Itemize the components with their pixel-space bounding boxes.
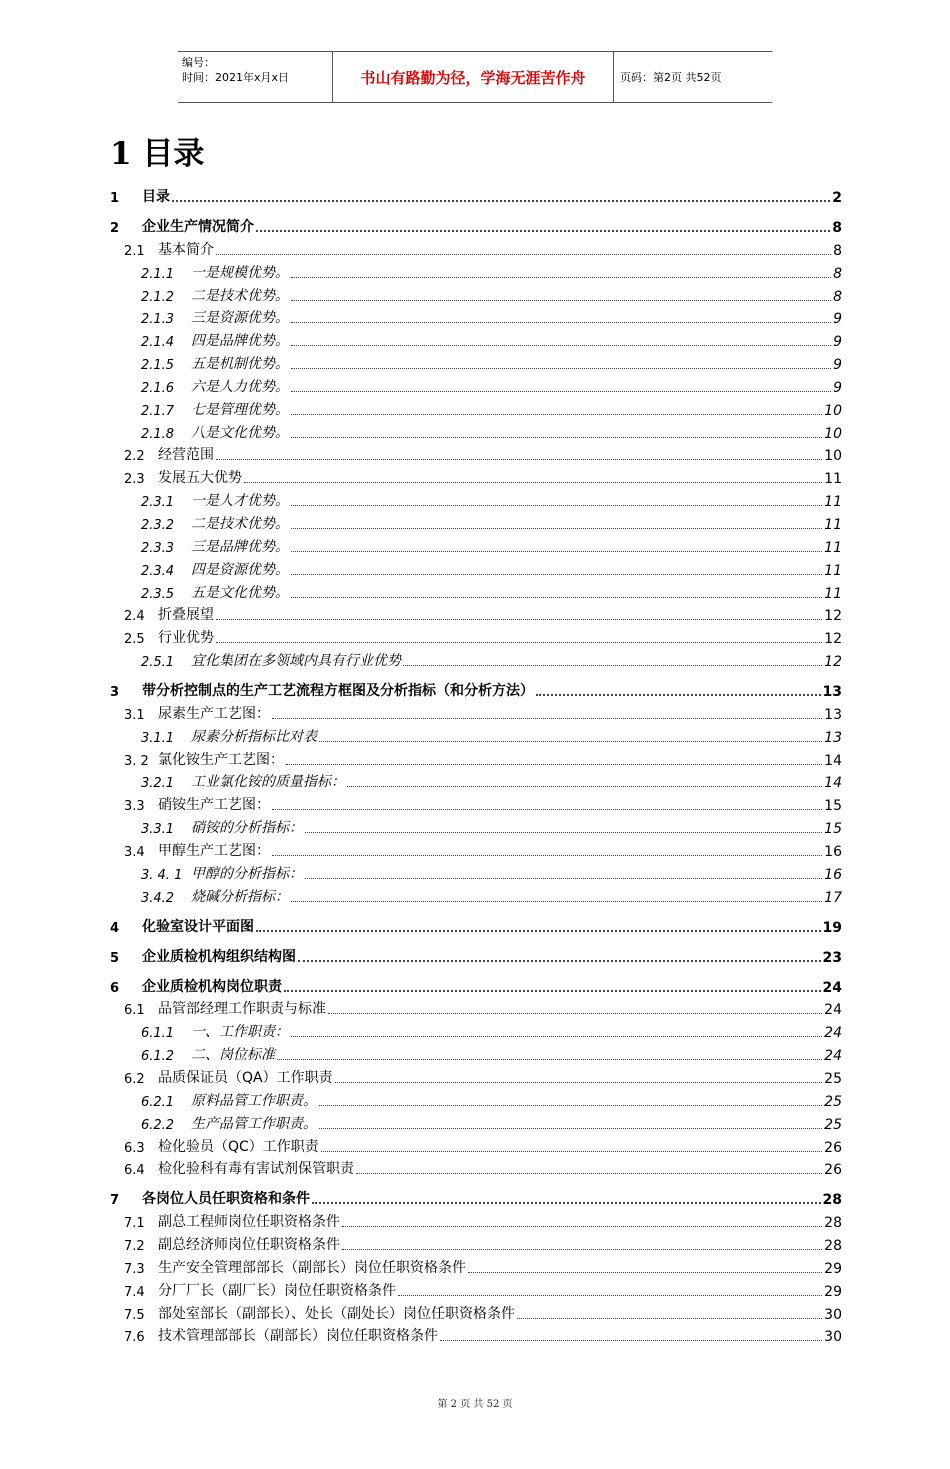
toc-leader-dots xyxy=(244,482,822,483)
toc-leader-dots xyxy=(536,694,821,696)
toc-entry[interactable] xyxy=(110,791,842,814)
toc-entry-number: 7.4 xyxy=(124,1284,145,1300)
toc-entry-number: 2.1.2 xyxy=(141,289,175,305)
page-header xyxy=(178,51,772,103)
toc-entry-number: 2.3.4 xyxy=(141,563,175,579)
toc-entry-title: 一是规模优势。 xyxy=(191,264,289,281)
toc-entry[interactable] xyxy=(110,1018,842,1041)
toc-entry-number: 3. 2 xyxy=(124,753,149,769)
toc-entry-page: 9 xyxy=(833,311,842,328)
toc-entry-number: 2.1.8 xyxy=(141,426,175,442)
toc-leader-dots xyxy=(291,300,831,301)
toc-leader-dots xyxy=(172,200,830,202)
toc-entry[interactable] xyxy=(110,1041,842,1064)
toc-leader-dots xyxy=(335,1082,823,1083)
table-of-contents xyxy=(110,176,842,1345)
toc-entry-page: 8 xyxy=(833,288,842,305)
toc-entry-page: 11 xyxy=(824,585,842,602)
time-label: 时间：2021年x月x日 xyxy=(182,71,290,84)
toc-entry[interactable] xyxy=(110,1087,842,1110)
toc-entry-page: 28 xyxy=(824,1238,842,1255)
toc-leader-dots xyxy=(291,414,822,415)
toc-entry-page: 9 xyxy=(833,379,842,396)
toc-leader-dots xyxy=(216,459,822,460)
toc-entry-page: 11 xyxy=(824,494,842,511)
toc-entry-number: 4 xyxy=(110,920,120,936)
toc-entry-page: 16 xyxy=(824,843,842,860)
toc-entry-number: 7.1 xyxy=(124,1216,145,1232)
toc-entry-number: 3.4.2 xyxy=(141,890,175,906)
toc-leader-dots xyxy=(291,551,822,552)
header-slogan: 书山有路勤为径，学海无涯苦作舟 xyxy=(333,52,614,102)
toc-entry-title: 副总工程师岗位任职资格条件 xyxy=(158,1214,340,1231)
toc-leader-dots xyxy=(272,718,822,719)
toc-leader-dots xyxy=(291,574,822,575)
toc-entry-title: 三是资源优势。 xyxy=(191,310,289,327)
toc-entry[interactable] xyxy=(110,624,842,647)
toc-entry-title: 七是管理优势。 xyxy=(191,401,289,418)
toc-entry-title: 工业氯化铵的质量指标： xyxy=(191,774,345,791)
toc-entry[interactable] xyxy=(110,1110,842,1133)
toc-entry[interactable] xyxy=(110,1178,842,1208)
toc-leader-dots xyxy=(321,1151,822,1152)
toc-leader-dots xyxy=(398,1295,822,1296)
toc-entry-page: 24 xyxy=(824,1025,842,1042)
toc-entry-number: 3.3.1 xyxy=(141,822,175,838)
toc-entry-page: 26 xyxy=(824,1139,842,1156)
toc-leader-dots xyxy=(216,254,831,255)
toc-leader-dots xyxy=(403,665,822,666)
toc-leader-dots xyxy=(517,1318,822,1319)
toc-entry[interactable] xyxy=(110,1300,842,1323)
toc-entry-number: 2.1.7 xyxy=(141,403,175,419)
toc-entry-number: 6.4 xyxy=(124,1163,145,1179)
toc-entry-page: 11 xyxy=(824,516,842,533)
toc-entry-title: 二是技术优势。 xyxy=(191,287,289,304)
toc-title: 1 目录 xyxy=(110,136,205,172)
toc-entry-number: 2.3.5 xyxy=(141,586,175,602)
toc-entry-number: 2.3 xyxy=(124,472,145,488)
toc-leader-dots xyxy=(256,930,821,932)
toc-leader-dots xyxy=(328,1013,822,1014)
toc-entry-number: 6.2 xyxy=(124,1072,145,1087)
toc-entry-page: 9 xyxy=(833,334,842,351)
toc-leader-dots xyxy=(291,322,831,323)
toc-entry[interactable] xyxy=(110,723,842,746)
toc-entry-title: 八是文化优势。 xyxy=(191,424,289,441)
toc-entry-title: 一、工作职责： xyxy=(191,1024,289,1041)
toc-entry-title: 六是人力优势。 xyxy=(191,378,289,395)
toc-entry-number: 3 xyxy=(110,685,120,701)
toc-entry-title: 发展五大优势 xyxy=(158,470,242,487)
toc-entry-number: 2.1.5 xyxy=(141,358,175,374)
toc-entry-page: 10 xyxy=(824,448,842,465)
toc-entry-page: 24 xyxy=(824,1002,842,1019)
toc-entry-title: 分厂厂长（副厂长）岗位任职资格条件 xyxy=(158,1282,396,1299)
toc-entry[interactable] xyxy=(110,1231,842,1254)
toc-leader-dots xyxy=(216,619,822,620)
toc-entry-title: 带分析控制点的生产工艺流程方框图及分析指标（和分析方法） xyxy=(142,683,534,700)
toc-entry-page: 8 xyxy=(832,220,842,236)
toc-entry-page: 8 xyxy=(833,242,842,259)
toc-entry[interactable] xyxy=(110,533,842,556)
toc-leader-dots xyxy=(342,1249,822,1250)
toc-entry-title: 化验室设计平面图 xyxy=(142,918,254,935)
toc-entry-page: 30 xyxy=(824,1329,842,1346)
toc-entry-page: 12 xyxy=(824,608,842,625)
toc-entry-number: 6.3 xyxy=(124,1140,145,1156)
toc-entry-number: 2 xyxy=(110,221,120,236)
toc-entry[interactable] xyxy=(110,1208,842,1231)
toc-entry-title: 一是人才优势。 xyxy=(191,493,289,510)
toc-entry-page: 28 xyxy=(824,1215,842,1232)
toc-entry[interactable] xyxy=(110,1277,842,1300)
toc-leader-dots xyxy=(440,1340,822,1341)
toc-entry-title: 折叠展望 xyxy=(158,607,214,624)
toc-entry-page: 13 xyxy=(822,684,842,701)
toc-entry-title: 部处室部长（副部长）、处长（副处长）岗位任职资格条件 xyxy=(158,1305,515,1322)
toc-entry-title: 原料品管工作职责。 xyxy=(191,1092,317,1109)
toc-entry-title: 硝铵的分析指标： xyxy=(191,820,303,837)
toc-entry-title: 品管部经理工作职责与标准 xyxy=(158,1001,326,1018)
toc-entry-title: 尿素分析指标比对表 xyxy=(191,728,317,745)
toc-entry[interactable] xyxy=(110,350,842,373)
toc-entry-number: 7.3 xyxy=(124,1261,145,1277)
toc-entry-title: 甲醇的分析指标： xyxy=(191,865,303,882)
toc-entry-number: 6.1.2 xyxy=(141,1049,175,1065)
toc-entry-number: 2.1.6 xyxy=(141,380,175,396)
toc-entry[interactable] xyxy=(110,1156,842,1179)
toc-leader-dots xyxy=(284,990,821,992)
toc-entry[interactable] xyxy=(110,373,842,396)
toc-leader-dots xyxy=(256,230,830,232)
toc-entry-number: 6.2.1 xyxy=(141,1094,175,1110)
toc-entry-title: 生产品管工作职责。 xyxy=(191,1115,317,1132)
toc-leader-dots xyxy=(272,809,822,810)
toc-entry[interactable] xyxy=(110,176,842,206)
toc-entry[interactable] xyxy=(110,769,842,792)
toc-entry-title: 二、岗位标准 xyxy=(191,1047,275,1064)
toc-entry-title: 氯化铵生产工艺图： xyxy=(158,751,284,768)
toc-entry-title: 五是机制优势。 xyxy=(191,356,289,373)
toc-leader-dots xyxy=(342,1226,822,1227)
toc-entry-page: 26 xyxy=(824,1162,842,1179)
toc-leader-dots xyxy=(319,1128,822,1129)
toc-entry-title: 三是品牌优势。 xyxy=(191,538,289,555)
toc-entry-title: 各岗位人员任职资格和条件 xyxy=(142,1191,310,1208)
toc-entry[interactable] xyxy=(110,327,842,350)
toc-entry-title: 检化验员（QC）工作职责 xyxy=(158,1138,319,1155)
toc-entry-title: 经营范围 xyxy=(158,447,214,464)
toc-entry[interactable] xyxy=(110,746,842,769)
toc-entry-title: 甲醇生产工艺图： xyxy=(158,842,270,859)
toc-leader-dots xyxy=(319,741,822,742)
toc-entry-number: 6.1 xyxy=(124,1003,145,1019)
toc-leader-dots xyxy=(305,832,822,833)
toc-entry-page: 23 xyxy=(822,949,842,966)
toc-entry-page: 25 xyxy=(824,1116,842,1133)
toc-entry[interactable] xyxy=(110,236,842,259)
toc-entry-title: 基本简介 xyxy=(158,241,214,258)
toc-entry-title: 企业生产情况简介 xyxy=(142,219,254,235)
toc-entry[interactable] xyxy=(110,510,842,533)
toc-entry-page: 14 xyxy=(824,775,842,792)
toc-entry-page: 2 xyxy=(832,190,842,206)
toc-entry[interactable] xyxy=(110,883,842,906)
toc-entry-page: 25 xyxy=(824,1093,842,1110)
toc-entry[interactable] xyxy=(110,966,842,996)
toc-entry[interactable] xyxy=(110,206,842,236)
toc-entry-page: 24 xyxy=(822,979,842,996)
toc-entry-number: 2.2 xyxy=(124,449,145,465)
toc-entry-number: 5 xyxy=(110,950,120,966)
toc-entry[interactable] xyxy=(110,1254,842,1277)
toc-entry[interactable] xyxy=(110,396,842,419)
toc-entry-number: 2.1.1 xyxy=(141,266,175,282)
toc-entry-page: 14 xyxy=(824,752,842,769)
toc-entry-number: 7 xyxy=(110,1193,120,1209)
toc-leader-dots xyxy=(305,878,822,879)
toc-entry[interactable] xyxy=(110,556,842,579)
toc-entry-title: 企业质检机构组织结构图 xyxy=(142,948,296,965)
toc-entry-title: 尿素生产工艺图： xyxy=(158,705,270,722)
toc-leader-dots xyxy=(347,786,822,787)
toc-leader-dots xyxy=(291,345,831,346)
toc-entry-number: 6 xyxy=(110,980,120,996)
toc-entry-number: 3.1 xyxy=(124,707,145,723)
toc-entry-number: 3.2.1 xyxy=(141,776,175,792)
toc-entry-number: 2.4 xyxy=(124,609,145,625)
toc-entry-page: 13 xyxy=(824,729,842,746)
toc-entry-page: 30 xyxy=(824,1306,842,1323)
toc-entry-number: 7.5 xyxy=(124,1307,145,1323)
toc-leader-dots xyxy=(291,277,831,278)
toc-entry-page: 24 xyxy=(824,1048,842,1065)
toc-entry-title: 二是技术优势。 xyxy=(191,515,289,532)
toc-leader-dots xyxy=(312,1202,821,1204)
toc-entry-title: 五是文化优势。 xyxy=(191,584,289,601)
toc-entry-title: 烧碱分析指标： xyxy=(191,888,289,905)
toc-leader-dots xyxy=(216,642,822,643)
toc-entry-page: 25 xyxy=(824,1071,842,1087)
toc-leader-dots xyxy=(356,1173,822,1174)
toc-leader-dots xyxy=(272,855,822,856)
toc-entry-number: 2.5.1 xyxy=(141,655,175,671)
toc-entry-page: 10 xyxy=(824,402,842,419)
toc-entry[interactable] xyxy=(110,837,842,860)
toc-entry-title: 四是品牌优势。 xyxy=(191,333,289,350)
toc-entry-title: 四是资源优势。 xyxy=(191,561,289,578)
toc-entry-page: 12 xyxy=(824,631,842,648)
toc-entry-number: 3. 4. 1 xyxy=(141,867,183,883)
toc-entry[interactable] xyxy=(110,419,842,442)
toc-entry-page: 16 xyxy=(824,866,842,883)
toc-entry-title: 行业优势 xyxy=(158,630,214,647)
header-page-info: 页码：第2页 共52页 xyxy=(620,71,722,84)
toc-entry-page: 11 xyxy=(824,562,842,579)
toc-entry[interactable] xyxy=(110,305,842,328)
toc-entry[interactable] xyxy=(110,670,842,700)
toc-entry[interactable] xyxy=(110,464,842,487)
toc-entry-page: 19 xyxy=(822,919,842,936)
header-meta xyxy=(178,52,333,102)
toc-leader-dots xyxy=(286,764,822,765)
toc-entry-number: 1 xyxy=(110,191,120,206)
toc-leader-dots xyxy=(277,1059,822,1060)
toc-entry[interactable] xyxy=(110,860,842,883)
page-footer: 第 2 页 共 52 页 xyxy=(437,1399,513,1410)
toc-entry[interactable] xyxy=(110,259,842,282)
toc-leader-dots xyxy=(319,1105,822,1106)
toc-entry[interactable] xyxy=(110,647,842,670)
toc-entry[interactable] xyxy=(110,936,842,966)
toc-entry-number: 7.2 xyxy=(124,1239,145,1255)
toc-entry-page: 11 xyxy=(824,539,842,556)
toc-entry[interactable] xyxy=(110,602,842,625)
toc-entry[interactable] xyxy=(110,1133,842,1156)
toc-leader-dots xyxy=(468,1272,822,1273)
toc-leader-dots xyxy=(291,597,822,598)
toc-entry-page: 9 xyxy=(833,357,842,374)
toc-entry[interactable] xyxy=(110,579,842,602)
toc-entry-number: 6.2.2 xyxy=(141,1117,175,1133)
serial-label: 编号： xyxy=(182,56,215,69)
toc-leader-dots xyxy=(291,505,822,506)
toc-entry-page: 8 xyxy=(833,265,842,282)
toc-entry-title: 副总经济师岗位任职资格条件 xyxy=(158,1237,340,1254)
toc-entry-number: 2.3.1 xyxy=(141,495,175,511)
toc-entry[interactable] xyxy=(110,700,842,723)
toc-leader-dots xyxy=(291,437,822,438)
toc-entry-number: 2.1.4 xyxy=(141,335,175,351)
toc-entry[interactable] xyxy=(110,996,842,1019)
toc-entry-page: 11 xyxy=(824,471,842,488)
toc-entry-number: 3.1.1 xyxy=(141,730,175,746)
toc-entry-page: 15 xyxy=(824,798,842,815)
toc-leader-dots xyxy=(291,368,831,369)
toc-entry-number: 3.3 xyxy=(124,799,145,815)
toc-entry-number: 2.3.3 xyxy=(141,540,175,556)
toc-entry[interactable] xyxy=(110,282,842,305)
toc-entry-page: 28 xyxy=(822,1192,842,1209)
toc-entry-title: 目录 xyxy=(142,189,170,205)
toc-entry-number: 6.1.1 xyxy=(141,1026,175,1042)
toc-leader-dots xyxy=(291,901,822,902)
toc-entry[interactable] xyxy=(110,1064,842,1087)
toc-entry-number: 2.3.2 xyxy=(141,517,175,533)
toc-entry-title: 技术管理部部长（副部长）岗位任职资格条件 xyxy=(158,1328,438,1345)
toc-leader-dots xyxy=(298,960,821,962)
toc-entry-page: 29 xyxy=(824,1283,842,1300)
toc-leader-dots xyxy=(291,391,831,392)
toc-entry-page: 12 xyxy=(824,654,842,671)
toc-leader-dots xyxy=(291,1036,822,1037)
toc-leader-dots xyxy=(291,528,822,529)
toc-entry-number: 3.4 xyxy=(124,844,145,860)
toc-entry[interactable] xyxy=(110,906,842,936)
toc-entry-number: 7.6 xyxy=(124,1330,145,1346)
toc-entry-page: 13 xyxy=(824,706,842,723)
toc-entry-page: 10 xyxy=(824,425,842,442)
toc-entry-title: 宜化集团在多领域内具有行业优势 xyxy=(191,653,401,670)
toc-entry-title: 硝铵生产工艺图： xyxy=(158,797,270,814)
toc-entry-page: 15 xyxy=(824,821,842,838)
toc-entry-title: 企业质检机构岗位职责 xyxy=(142,978,282,995)
toc-entry-number: 2.1 xyxy=(124,243,145,259)
toc-entry[interactable] xyxy=(110,814,842,837)
toc-entry[interactable] xyxy=(110,1323,842,1346)
toc-entry-title: 生产安全管理部部长（副部长）岗位任职资格条件 xyxy=(158,1259,466,1276)
toc-entry[interactable] xyxy=(110,487,842,510)
toc-entry-page: 17 xyxy=(824,889,842,906)
toc-entry-title: 检化验科有毒有害试剂保管职责 xyxy=(158,1161,354,1178)
toc-entry-number: 2.5 xyxy=(124,632,145,648)
toc-entry-title: 品质保证员（QA）工作职责 xyxy=(158,1070,333,1086)
toc-entry[interactable] xyxy=(110,442,842,465)
toc-entry-number: 2.1.3 xyxy=(141,312,175,328)
toc-entry-page: 29 xyxy=(824,1260,842,1277)
